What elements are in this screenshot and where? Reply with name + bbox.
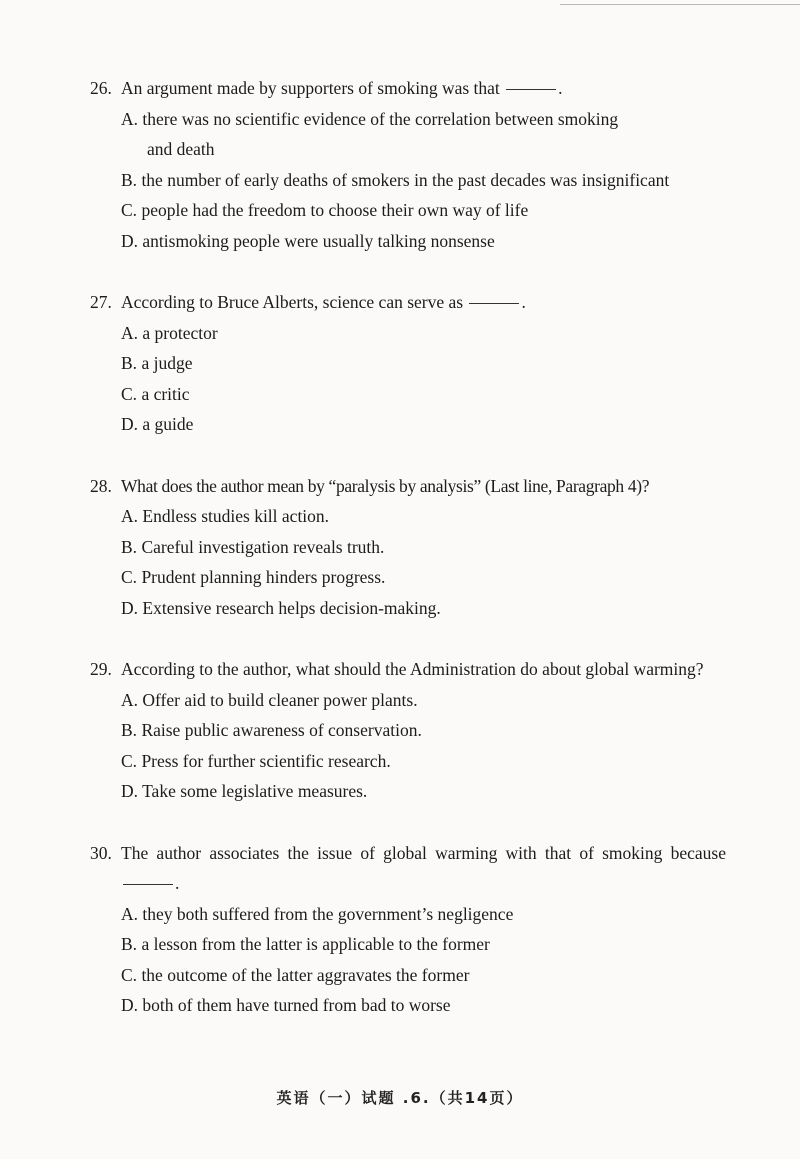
option-label: C. bbox=[121, 964, 138, 985]
option-text: there was no scientific evidence of the correlation between smoking bbox=[142, 108, 619, 129]
option-label: A. bbox=[121, 506, 139, 526]
stem-end: . bbox=[521, 292, 526, 312]
option-b bbox=[0, 532, 800, 563]
question-text: According to Bruce Alberts, science can serve as bbox=[121, 292, 464, 312]
question-text: An argument made by supporters of smoking was that bbox=[121, 78, 500, 98]
option-a-continuation bbox=[0, 134, 800, 165]
question-stem bbox=[0, 838, 800, 899]
question-26 bbox=[0, 73, 800, 256]
option-label: B. bbox=[121, 720, 138, 740]
option-c bbox=[0, 195, 800, 226]
option-text: Endless studies kill action. bbox=[142, 506, 330, 526]
option-text: people had the freedom to choose their own way of life bbox=[141, 200, 529, 220]
option-text: Prudent planning hinders progress. bbox=[141, 567, 386, 587]
question-number: 27. bbox=[90, 292, 112, 312]
answer-blank bbox=[469, 302, 519, 304]
answer-blank bbox=[506, 88, 556, 90]
question-27 bbox=[0, 287, 800, 440]
option-text: Raise public awareness of conservation. bbox=[141, 720, 422, 740]
question-number: 26. bbox=[90, 78, 112, 98]
question-stem bbox=[0, 287, 800, 318]
option-label: D. bbox=[121, 597, 139, 618]
question-number: 28. bbox=[90, 475, 112, 496]
option-text: Careful investigation reveals truth. bbox=[141, 536, 385, 557]
option-d bbox=[0, 593, 800, 624]
option-label: D. bbox=[121, 995, 139, 1015]
option-label: B. bbox=[121, 934, 138, 954]
option-text: a protector bbox=[142, 322, 218, 343]
option-label: C. bbox=[121, 200, 138, 220]
question-text: According to the author, what should the Administration do about global warming? bbox=[121, 659, 704, 679]
option-text: a guide bbox=[142, 414, 194, 434]
option-a bbox=[0, 318, 800, 349]
option-c bbox=[0, 379, 800, 410]
option-b bbox=[0, 929, 800, 960]
option-a bbox=[0, 501, 800, 532]
option-label: D. bbox=[121, 781, 139, 801]
option-d bbox=[0, 776, 800, 807]
option-text: Offer aid to build cleaner power plants. bbox=[142, 689, 418, 710]
option-text: the number of early deaths of smokers in the past decades was insignificant bbox=[141, 169, 670, 190]
option-b bbox=[0, 348, 800, 379]
option-b bbox=[0, 715, 800, 746]
option-text: Extensive research helps decision-making. bbox=[142, 597, 441, 618]
option-label: B. bbox=[121, 353, 138, 373]
option-text: a lesson from the latter is applicable to the former bbox=[141, 934, 490, 954]
option-d bbox=[0, 409, 800, 440]
option-label: D. bbox=[121, 230, 139, 251]
stem-end: . bbox=[175, 873, 180, 893]
option-c bbox=[0, 746, 800, 777]
option-label: B. bbox=[121, 169, 138, 190]
option-label: A. bbox=[121, 108, 139, 129]
answer-blank bbox=[123, 883, 173, 885]
question-stem bbox=[0, 471, 800, 502]
question-stem bbox=[0, 73, 800, 104]
option-text: both of them have turned from bad to worse bbox=[142, 995, 451, 1015]
option-d bbox=[0, 226, 800, 257]
option-text: the outcome of the latter aggravates the former bbox=[141, 964, 470, 985]
option-b bbox=[0, 165, 800, 196]
option-text: Take some legislative measures. bbox=[142, 781, 368, 801]
option-text: they both suffered from the government’s negligence bbox=[142, 903, 514, 924]
option-label: C. bbox=[121, 750, 138, 771]
option-label: A. bbox=[121, 322, 139, 343]
option-text: and death bbox=[147, 139, 215, 159]
option-a bbox=[0, 685, 800, 716]
option-text: a critic bbox=[141, 383, 190, 404]
top-edge-line bbox=[560, 4, 800, 5]
question-number: 30. bbox=[90, 842, 112, 863]
page-footer: 英语（一）试题 .6.（共14页） bbox=[276, 1089, 524, 1107]
option-text: a judge bbox=[141, 353, 193, 373]
option-label: C. bbox=[121, 567, 138, 587]
option-c bbox=[0, 562, 800, 593]
option-text: antismoking people were usually talking nonsense bbox=[142, 230, 495, 251]
option-text: Press for further scientific research. bbox=[141, 750, 391, 771]
exam-page bbox=[0, 73, 800, 1052]
option-d bbox=[0, 990, 800, 1021]
question-stem bbox=[0, 654, 800, 685]
question-30 bbox=[0, 838, 800, 1021]
question-text: What does the author mean by “paralysis by analysis” (Last line, Paragraph 4)? bbox=[121, 475, 650, 496]
question-text: The author associates the issue of global warming with that of smoking because bbox=[121, 842, 726, 863]
option-label: B. bbox=[121, 536, 138, 557]
question-number: 29. bbox=[90, 659, 112, 679]
option-a bbox=[0, 899, 800, 930]
stem-end: . bbox=[558, 78, 563, 98]
option-label: A. bbox=[121, 903, 139, 924]
option-label: C. bbox=[121, 383, 138, 404]
option-c bbox=[0, 960, 800, 991]
option-a bbox=[0, 104, 800, 135]
question-28 bbox=[0, 471, 800, 624]
option-label: D. bbox=[121, 414, 139, 434]
question-29 bbox=[0, 654, 800, 807]
option-label: A. bbox=[121, 689, 139, 710]
